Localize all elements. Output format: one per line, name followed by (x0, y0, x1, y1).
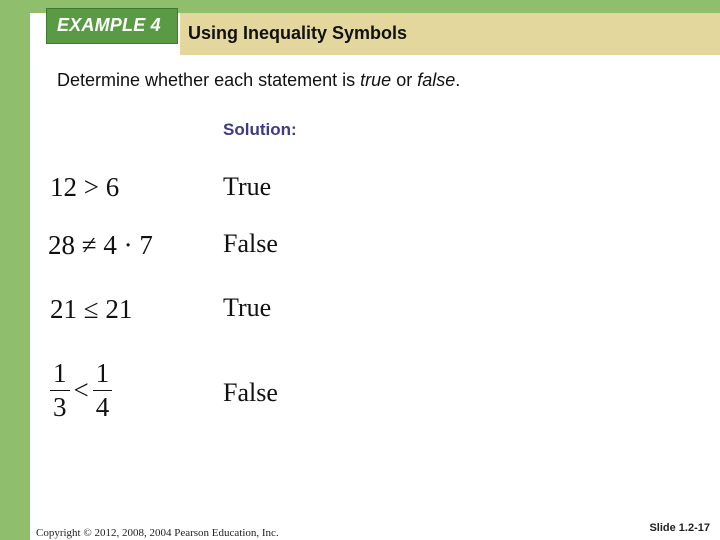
slide-number: Slide 1.2-17 (649, 522, 710, 534)
left-accent-bar (0, 0, 30, 540)
example-badge (46, 8, 178, 44)
answer-1: True (223, 172, 272, 201)
statement-3-right: 21 (105, 294, 133, 324)
answer-3: True (223, 293, 272, 322)
statement-1-right: 6 (105, 172, 120, 202)
copyright-notice: Copyright © 2012, 2008, 2004 Pearson Education, Inc. (36, 527, 279, 539)
instruction-middle: or (391, 70, 418, 90)
instruction-true-word: true (360, 70, 392, 90)
statement-1-left: 12 (50, 172, 77, 202)
statement-2 (48, 230, 153, 261)
instruction-text (57, 70, 460, 91)
statement-3-operator: ≤ (83, 294, 99, 324)
statement-4-right-fraction (93, 360, 113, 421)
statement-4-right-denominator: 4 (93, 390, 113, 421)
answer-4: False (223, 378, 278, 407)
answer-2: False (223, 229, 278, 258)
solution-label: Solution: (223, 120, 297, 139)
statement-2-right: 4 · 7 (103, 230, 153, 260)
statement-4 (50, 360, 112, 421)
statement-2-operator: ≠ (81, 230, 97, 260)
statement-3-left: 21 (50, 294, 77, 324)
title-banner (180, 13, 720, 55)
statement-4-left-denominator: 3 (50, 390, 70, 421)
statement-1 (50, 172, 119, 203)
statement-4-left-fraction (50, 360, 70, 421)
slide-title: Using Inequality Symbols (188, 23, 408, 43)
statement-4-operator: < (73, 375, 89, 405)
statement-3 (50, 294, 132, 325)
instruction-suffix: . (455, 70, 461, 90)
statement-2-left: 28 (48, 230, 75, 260)
statement-4-left-numerator: 1 (53, 358, 67, 388)
example-label: EXAMPLE 4 (57, 15, 161, 35)
statement-4-right-numerator: 1 (95, 358, 110, 388)
instruction-prefix: Determine whether each statement is (57, 70, 361, 90)
statement-1-operator: > (83, 172, 99, 202)
instruction-false-word: false (417, 70, 456, 90)
